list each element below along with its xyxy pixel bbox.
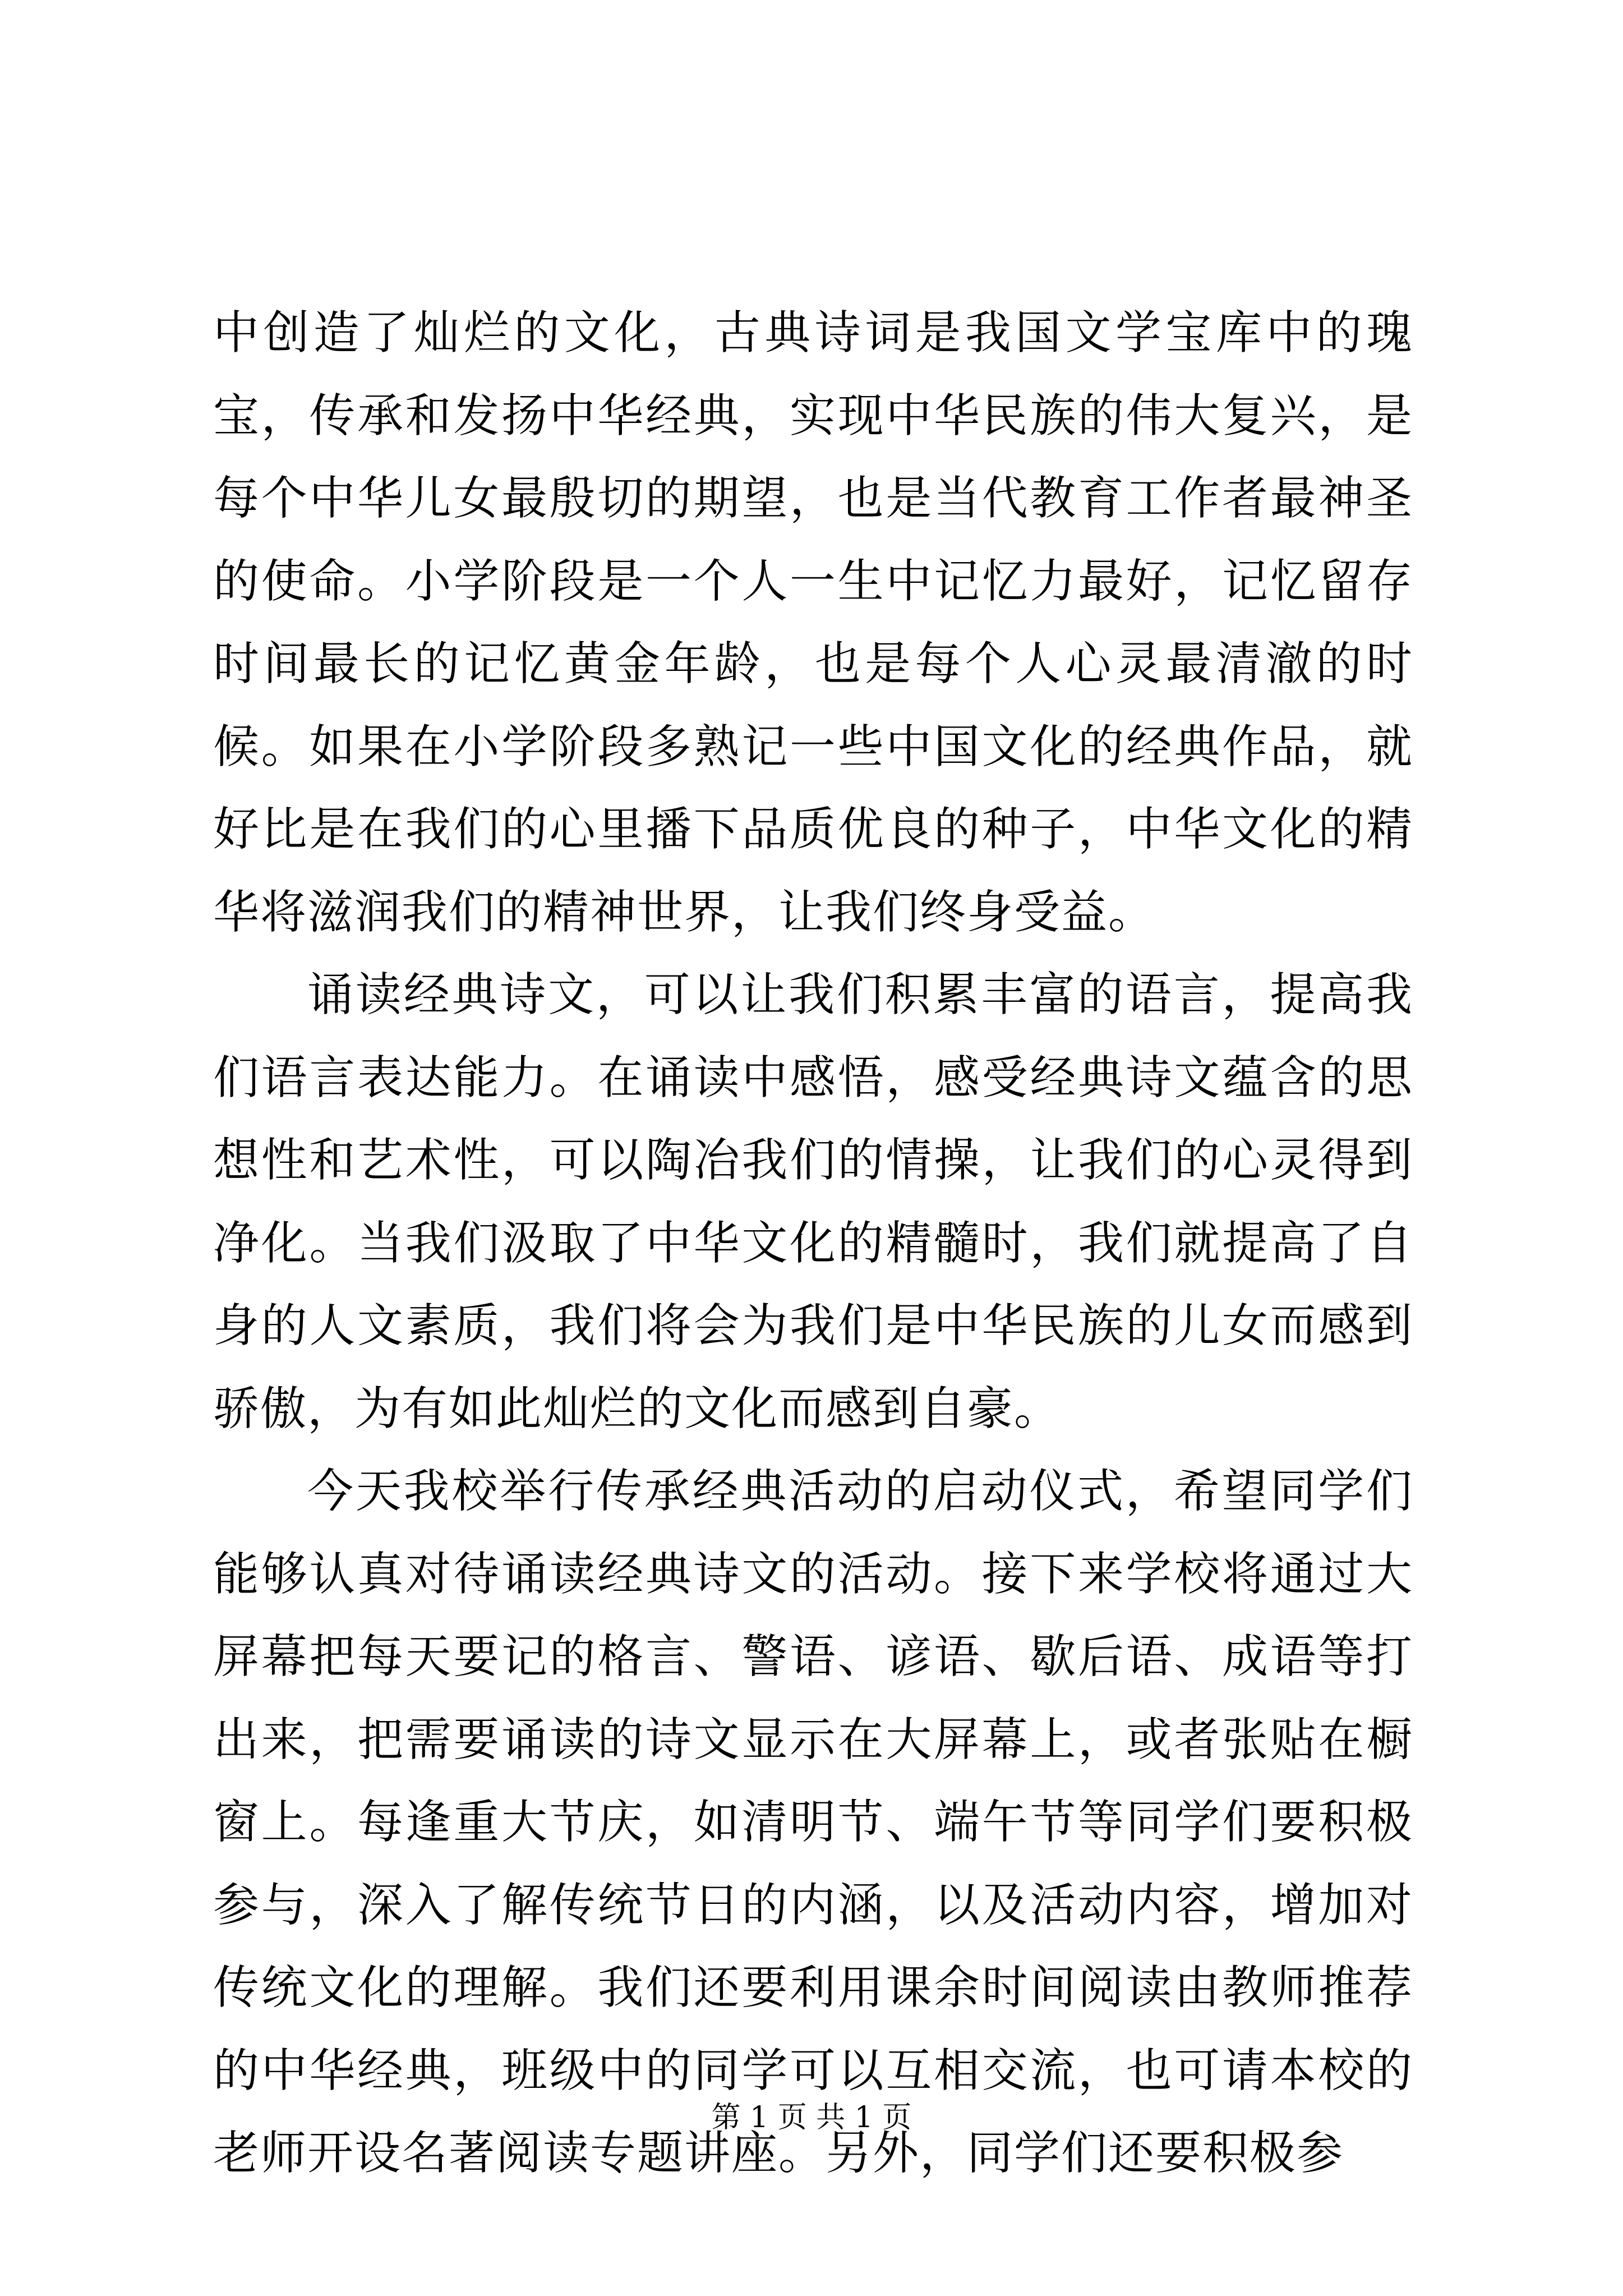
body-text bbox=[213, 292, 1413, 2195]
page-number-label: 第 1 页 共 1 页 bbox=[711, 2101, 912, 2134]
paragraph-2: 诵读经典诗文，可以让我们积累丰富的语言，提高我们语言表达能力。在诵读中感悟，感受经典诗文蕴含的思想性和艺术性，可以陶冶我们的情操，让我们的心灵得到净化。当我们汲取了中华文化的精髓时，我们就提高了自身的人文素质，我们将会为我们是中华民族的儿女而感到骄傲，为有如此灿烂的文化而感到自豪。 bbox=[213, 968, 1413, 1435]
paragraph-1: 中创造了灿烂的文化，古典诗词是我国文学宝库中的瑰宝，传承和发扬中华经典，实现中华民族的伟大复兴，是每个中华儿女最殷切的期望，也是当代教育工作者最神圣的使命。小学阶段是一个人一生中记忆力最好，记忆留存时间最长的记忆黄金年龄，也是每个人心灵最清澈的时候。如果在小学阶段多熟记一些中国文化的经典作品，就好比是在我们的心里播下品质优良的种子，中华文化的精华将滋润我们的精神世界，让我们终身受益。 bbox=[213, 306, 1413, 939]
page-footer bbox=[0, 2098, 1623, 2137]
paragraph-3: 今天我校举行传承经典活动的启动仪式，希望同学们能够认真对待诵读经典诗文的活动。接下来学校将通过大屏幕把每天要记的格言、警语、谚语、歇后语、成语等打出来，把需要诵读的诗文显示在大屏幕上，或者张贴在橱窗上。每逢重大节庆，如清明节、端午节等同学们要积极参与，深入了解传统节日的内涵，以及活动内容，增加对传统文化的理解。我们还要利用课余时间阅读由教师推荐的中华经典，班级中的同学可以互相交流，也可请本校的老师开设名著阅读专题讲座。另外，同学们还要积极参 bbox=[213, 1465, 1413, 2180]
